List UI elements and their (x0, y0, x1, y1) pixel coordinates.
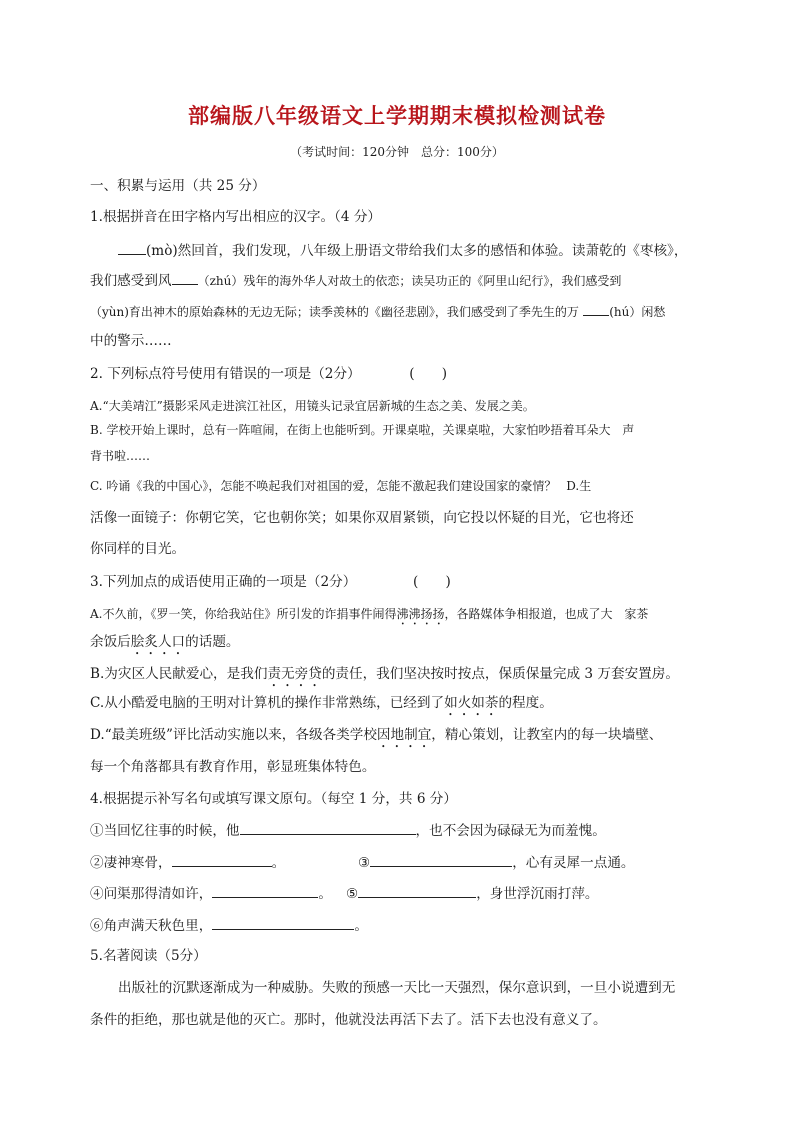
answer-blank[interactable] (118, 240, 146, 255)
section-heading: 一、积累与运用（共 25 分） (90, 178, 266, 194)
answer-blank[interactable] (358, 883, 476, 898)
answer-blank[interactable] (212, 915, 354, 930)
option-c (90, 476, 591, 496)
text: ，也不会因为碌碌无为而羞愧。 (415, 823, 606, 839)
text: ④问渠那得清如许， (90, 886, 213, 902)
answer-bracket[interactable]: ( ) (412, 574, 451, 590)
text: ⑤ (346, 886, 359, 902)
question-2-stem (90, 364, 447, 384)
dotted-idiom: 脍炙人口 (130, 634, 186, 650)
text: 。 (271, 855, 286, 871)
fill-item-3 (358, 852, 635, 873)
text: B.为灾区人民献爱心，是我们 (90, 666, 268, 682)
question-1-line-4: 中的警示…… (90, 333, 172, 349)
text: ②凄神寒骨， (90, 855, 172, 871)
text: ，各路媒体争相报道，也成了大 (444, 607, 613, 621)
question-3-stem (90, 572, 451, 592)
fill-item-5 (346, 883, 599, 904)
text: B. 学校开始上课时，总有一阵喧闹，在街上也能听到。开课桌啦，关课桌啦，大家怕吵捂着耳朵大 (90, 423, 611, 437)
option-a-line-2 (90, 632, 240, 658)
answer-blank[interactable] (172, 270, 198, 285)
text: ，精心策划，让教室内的每一块墙壁、 (431, 727, 663, 743)
text: ①当回忆往事的时候，他 (90, 823, 240, 839)
answer-blank[interactable] (370, 852, 512, 867)
text: 的责任，我们坚决按时按点，保质保量完成 3 万套安置房。 (321, 666, 679, 682)
option-a: A.“大美靖江”摄影采风走进滨江社区，用镜头记录宜居新城的生态之美、发展之美。 (90, 399, 535, 413)
fill-item-1 (90, 820, 606, 841)
text: (hú）闲愁 (609, 305, 666, 319)
option-b-line-1 (90, 420, 634, 440)
question-1-stem: 1.根据拼音在田字格内写出相应的汉字。（4 分） (90, 209, 382, 225)
option-b-line-2: 背书啦…… (90, 449, 151, 463)
text: C. 吟诵《我的中国心》，怎能不唤起我们对祖国的爱，怎能不激起我们建设国家的豪情？ (90, 479, 557, 493)
text: 的话题。 (185, 634, 240, 650)
text: ，心有灵犀一点通。 (512, 855, 635, 871)
fill-item-4 (90, 883, 332, 904)
text: 余饭后 (90, 634, 131, 650)
text: ，身世浮沉雨打萍。 (476, 886, 599, 902)
text: 2. 下列标点符号使用有错误的一项是（2分） (90, 366, 361, 382)
text: ③ (358, 855, 371, 871)
option-d-line-1 (90, 725, 662, 751)
text: D.“最美班级”评比活动实施以来，各级各类学校 (90, 727, 377, 743)
answer-blank[interactable] (240, 820, 416, 835)
passage-line-1: 出版社的沉默逐渐成为一种威胁。失败的预感一天比一天强烈，保尔意识到，一旦小说遭到无 (118, 980, 676, 996)
text: C.从小酷爱电脑的王明对计算机的操作非常熟练，已经到了 (90, 695, 445, 711)
question-1-line-3 (90, 301, 665, 322)
fill-item-6 (90, 915, 368, 936)
text: 它也将还 (579, 510, 634, 526)
text: （yùn)育出神木的原始森林的无边无际；读季羡林的《幽径悲剧》，我们感受到了季先生的万 (90, 305, 579, 319)
dotted-idiom: 沸沸扬扬 (396, 607, 445, 621)
dotted-idiom: 因地制宜 (376, 727, 432, 743)
fill-item-2 (90, 852, 285, 873)
dotted-idiom: 如火如荼 (444, 695, 499, 711)
option-d-line-2: 每一个角落都具有教育作用，彰显班集体特色。 (90, 759, 376, 775)
exam-info: （考试时间：120分钟 总分：100分） (290, 145, 504, 159)
text: 。 (318, 886, 332, 902)
answer-bracket[interactable]: ( ) (409, 366, 448, 382)
option-d-line-3: 你同样的目光。 (90, 541, 186, 557)
text: （zhú）残年的海外华人对故土的依恋；读吴功正的《阿里山纪行》，我们感受到 (197, 274, 622, 288)
text: (mò)然回首，我们发现，八年级上册语文带给我们太多的感悟和体验。读萧乾的《枣核》， (146, 243, 688, 259)
option-c (90, 693, 553, 719)
dotted-idiom: 责无旁贷 (267, 666, 322, 682)
question-1-line-2 (90, 270, 621, 291)
text: 的程度。 (498, 695, 553, 711)
text: 家茶 (624, 607, 649, 621)
text: 活像一面镜子：你朝它笑，它也朝你笑；如果你双眉紧锁，向它投以怀疑的目光， (90, 510, 580, 526)
passage-line-2: 条件的拒绝，那也就是他的灭亡。那时，他就没法再活下去了。活下去也没有意义了。 (90, 1012, 607, 1028)
option-a-line-1 (90, 604, 648, 628)
answer-blank[interactable] (583, 301, 609, 316)
page-title: 部编版八年级语文上学期期末模拟检测试卷 (188, 104, 606, 128)
text: 3.下列加点的成语使用正确的一项是（2分） (90, 574, 357, 590)
option-d-line-2 (90, 508, 634, 528)
text: A.不久前，《罗一笑，你给我站住》所引发的诈捐事件闹得 (90, 607, 397, 621)
text: ⑥角声满天秋色里， (90, 918, 213, 934)
question-1-line-1 (118, 240, 687, 261)
text: 我们感受到风 (90, 273, 172, 289)
question-4-stem: 4.根据提示补写名句或填写课文原句。（每空 1 分，共 6 分） (90, 791, 457, 807)
text: D.生 (566, 479, 592, 493)
answer-blank[interactable] (172, 852, 272, 867)
text: 声 (622, 423, 635, 437)
text: 。 (354, 918, 368, 934)
answer-blank[interactable] (212, 883, 318, 898)
option-b (90, 664, 679, 690)
question-5-stem: 5.名著阅读（5分） (90, 948, 207, 964)
